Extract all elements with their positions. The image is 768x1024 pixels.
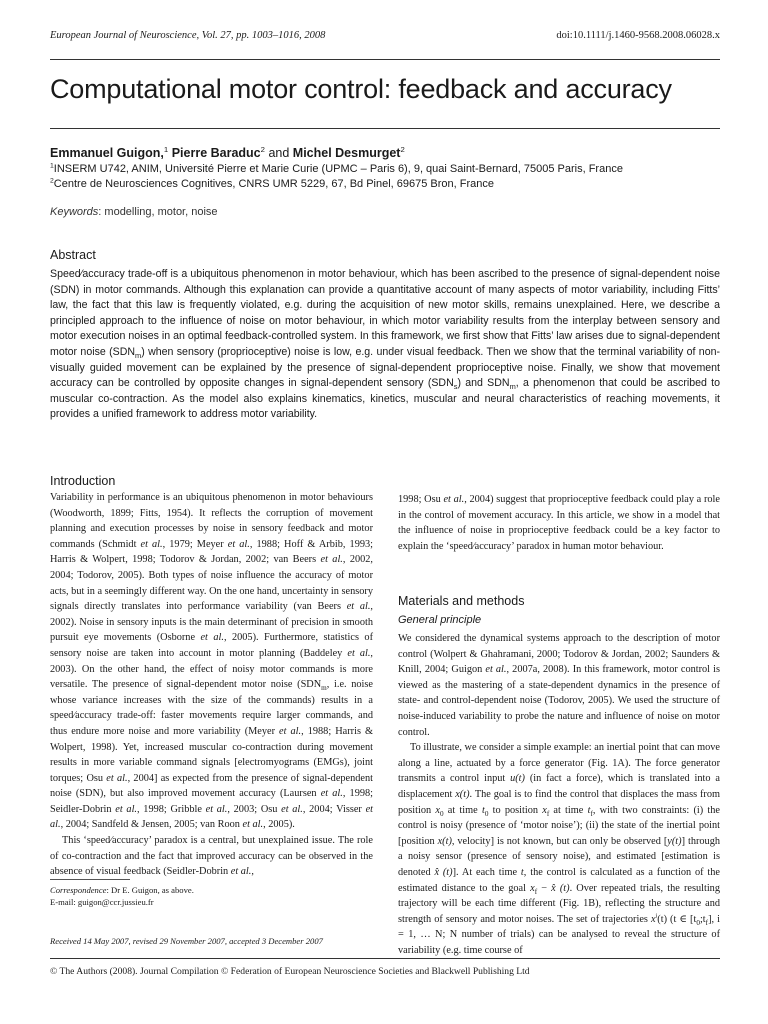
keywords: Keywords: modelling, motor, noise: [50, 206, 218, 218]
author-guigon: Emmanuel Guigon,: [50, 146, 164, 160]
introduction-continued: 1998; Osu et al., 2004) suggest that proprioceptive feedback could play a role in the control of movement accuracy. In this article, we show in a model that the influence of noise in proprioceptive feedback could be a key factor to explain the ‘speed⁄accuracy’ paradox in human motor behaviour.: [398, 494, 720, 552]
intro-paragraph-1: Variability in performance is an ubiquitous phenomenon in motor behaviours (Woodworth, 1899; Fitts, 1954). It reflects the corruption of movement planning and execution processes by noise in sensory feedback and motor commands (Schmidt et al., 1979; Meyer et al., 1988; Hoff & Arbib, 1993; Harris & Wolpert, 1998; Todorov & Jordan, 2002; van Beers et al., 2002, 2004; Todorov, 2005). Both types of noise influence the accuracy of motor acts, but in a seemingly different way. On the one hand, uncertainty in sensory signals directly translates into performance variability (van Beers et al., 2002). Noise in sensory inputs is the main determinant of precision in smooth pursuit eye movements (Osborne et al., 2005). Furthermore, statistics of sensory noise are taken into account in motor planning (Baddeley et al., 2003). On the other hand, the effect of noisy motor commands is more versatile. The presence of signal-dependent motor noise ($SDN_m$, i.e. noise whose variance increases with the size of the commands) results in a speed⁄accuracy trade-off: faster movements require larger commands, and thus endure more noise and more variability (Meyer et al., 1988; Harris & Wolpert, 1998). Yet, increased muscular co-contraction during movement results in more variable command signals [electromyograms (EMGs), joint torques; Osu et al., 2004] as expected from the presence of signal-dependent noise (SDN), but also improved movement accuracy (Laursen et al., 1998; Seidler-Dobrin et al., 1998; Gribble et al., 2003; Osu et al., 2004; Visser et al., 2004; Sandfeld & Jensen, 2005; van Roon et al., 2005).: [50, 492, 374, 831]
methods-paragraph-1: We considered the dynamical systems approach to the description of motor control (Wolpert & Ghahramani, 2000; Todorov & Jordan, 2002; Saunders & Knill, 2004; Guigon et al., 2007a, 2008). In this framework, motor control is viewed as the mastering of a state-dependent dynamics in the presence of state- and control-dependent noise (Todorov, 2005). We used the structure of noise-induced variability to probe the nature and influence of noise on motor control.: [398, 633, 720, 738]
footer-rule: [50, 958, 720, 959]
doi-link[interactable]: doi:10.1111/j.1460-9568.2008.06028.x: [556, 30, 720, 41]
abstract-heading: Abstract: [50, 248, 96, 262]
introduction-heading: Introduction: [50, 474, 116, 488]
author-desmurget: Michel Desmurget: [292, 146, 401, 160]
author-list: Emmanuel Guigon,$^1$ Pierre Baraduc$^2$ and Michel Desmurget$^2$: [50, 144, 405, 160]
introduction-body: [50, 490, 373, 880]
author-baraduc: Pierre Baraduc: [171, 146, 261, 160]
affiliation-1: $^1$INSERM U742, ANIM, Université Pierre et Marie Curie (UPMC – Paris 6), 9, quai Saint-Bernard, 75005 Paris, France: [50, 162, 623, 175]
journal-citation: European Journal of Neuroscience, Vol. 27, pp. 1003–1016, 2008: [50, 30, 326, 41]
footnote-rule: [50, 879, 130, 880]
methods-body: [398, 631, 720, 958]
correspondence-footnote: Correspondence: Dr E. Guigon, as above. E-mail: guigon@ccr.jussieu.fr: [50, 884, 380, 908]
header-rule: [50, 59, 720, 60]
article-title: Computational motor control: feedback and accuracy: [50, 74, 672, 104]
affiliation-2: $^2$Centre de Neurosciences Cognitives, CNRS UMR 5229, 67, Bd Pinel, 69675 Bron, France: [50, 177, 495, 190]
methods-heading: Materials and methods: [398, 594, 525, 608]
abstract-text: Speed⁄accuracy trade-off is a ubiquitous phenomenon in motor behaviour, which has been ascribed to the presence of signal-dependent noise (SDN) in motor commands. Although this explanation can provide a quantitative account of many aspects of motor variability, including Fitts’ law, the fact that this law is frequently violated, e.g. during the acquisition of new motor skills, remains unexplained. Here, we describe a principled approach to the influence of noise on motor behaviour, in which motor variability results from the interplay between sensory and motor execution noises in an optimal feedback-controlled system. In this framework, we first show that Fitts’ law arises due to signal-dependent motor noise $(SDN_m)$ when sensory (proprioceptive) noise is low, e.g. under visual feedback. Then we show that the terminal variability of non-visually guided movement can be explained by the presence of signal-dependent proprioceptive noise. Finally, we show that movement accuracy can be controlled by opposite changes in signal-dependent sensory $(SDN_s)$ and $SDN_m$, a phenomenon that could be ascribed to muscular co-contraction. As the model also explains kinematics, kinetics, muscular and neural characteristics of reaching movements, it provides a unified framework to address motor variability.: [50, 268, 721, 421]
title-rule: [50, 128, 720, 129]
intro-paragraph-2: This ‘speed⁄accuracy’ paradox is a central, but unexplained issue. The role of co-contraction and the fact that improved accuracy can be observed in the absence of visual feedback (Seidler-Dobrin et al.,: [50, 835, 373, 878]
received-dates: Received 14 May 2007, revised 29 November 2007, accepted 3 December 2007: [50, 936, 323, 946]
copyright-notice: © The Authors (2008). Journal Compilation © Federation of European Neuroscience Societies and Blackwell Publishing Ltd: [50, 966, 530, 977]
general-principle-heading: General principle: [398, 614, 482, 626]
correspondence-email[interactable]: E-mail: guigon@ccr.jussieu.fr: [50, 897, 154, 907]
methods-paragraph-2: To illustrate, we consider a simple example: an inertial point that can move along a line, actuated by a force generator (Fig. 1A). The force generator transmits a control input u(t) (in fact a force), which is translated into a displacement x(t). The goal is to find the control that displaces the mass from position $x_0$ at time $t_0$ to position $x_f$ at time $t_f$, with two constraints: (i) the control is noisy (presence of ‘motor noise’); (ii) the state of the inertial point [position x(t), velocity] is not known, but can only be observed [y(t)] through a noisy sensor (presence of sensory noise), and estimated [estimation is denoted x̂ (t)]. At each time t, the control is calculated as a function of the estimated distance to the goal $x_f$ − x̂ (t). Over repeated trials, the resulting trajectory will be each time different (Fig. 1B), reflecting the structure and strength of sensory and motor noises. The set of trajectories $x^i(t)$ (t ∈ $[t_0;t_f]$, i = 1, … N; N number of trials) can be analysed to reveal the structure of variability (e.g. time course of: [398, 742, 720, 956]
running-head: [50, 30, 720, 41]
